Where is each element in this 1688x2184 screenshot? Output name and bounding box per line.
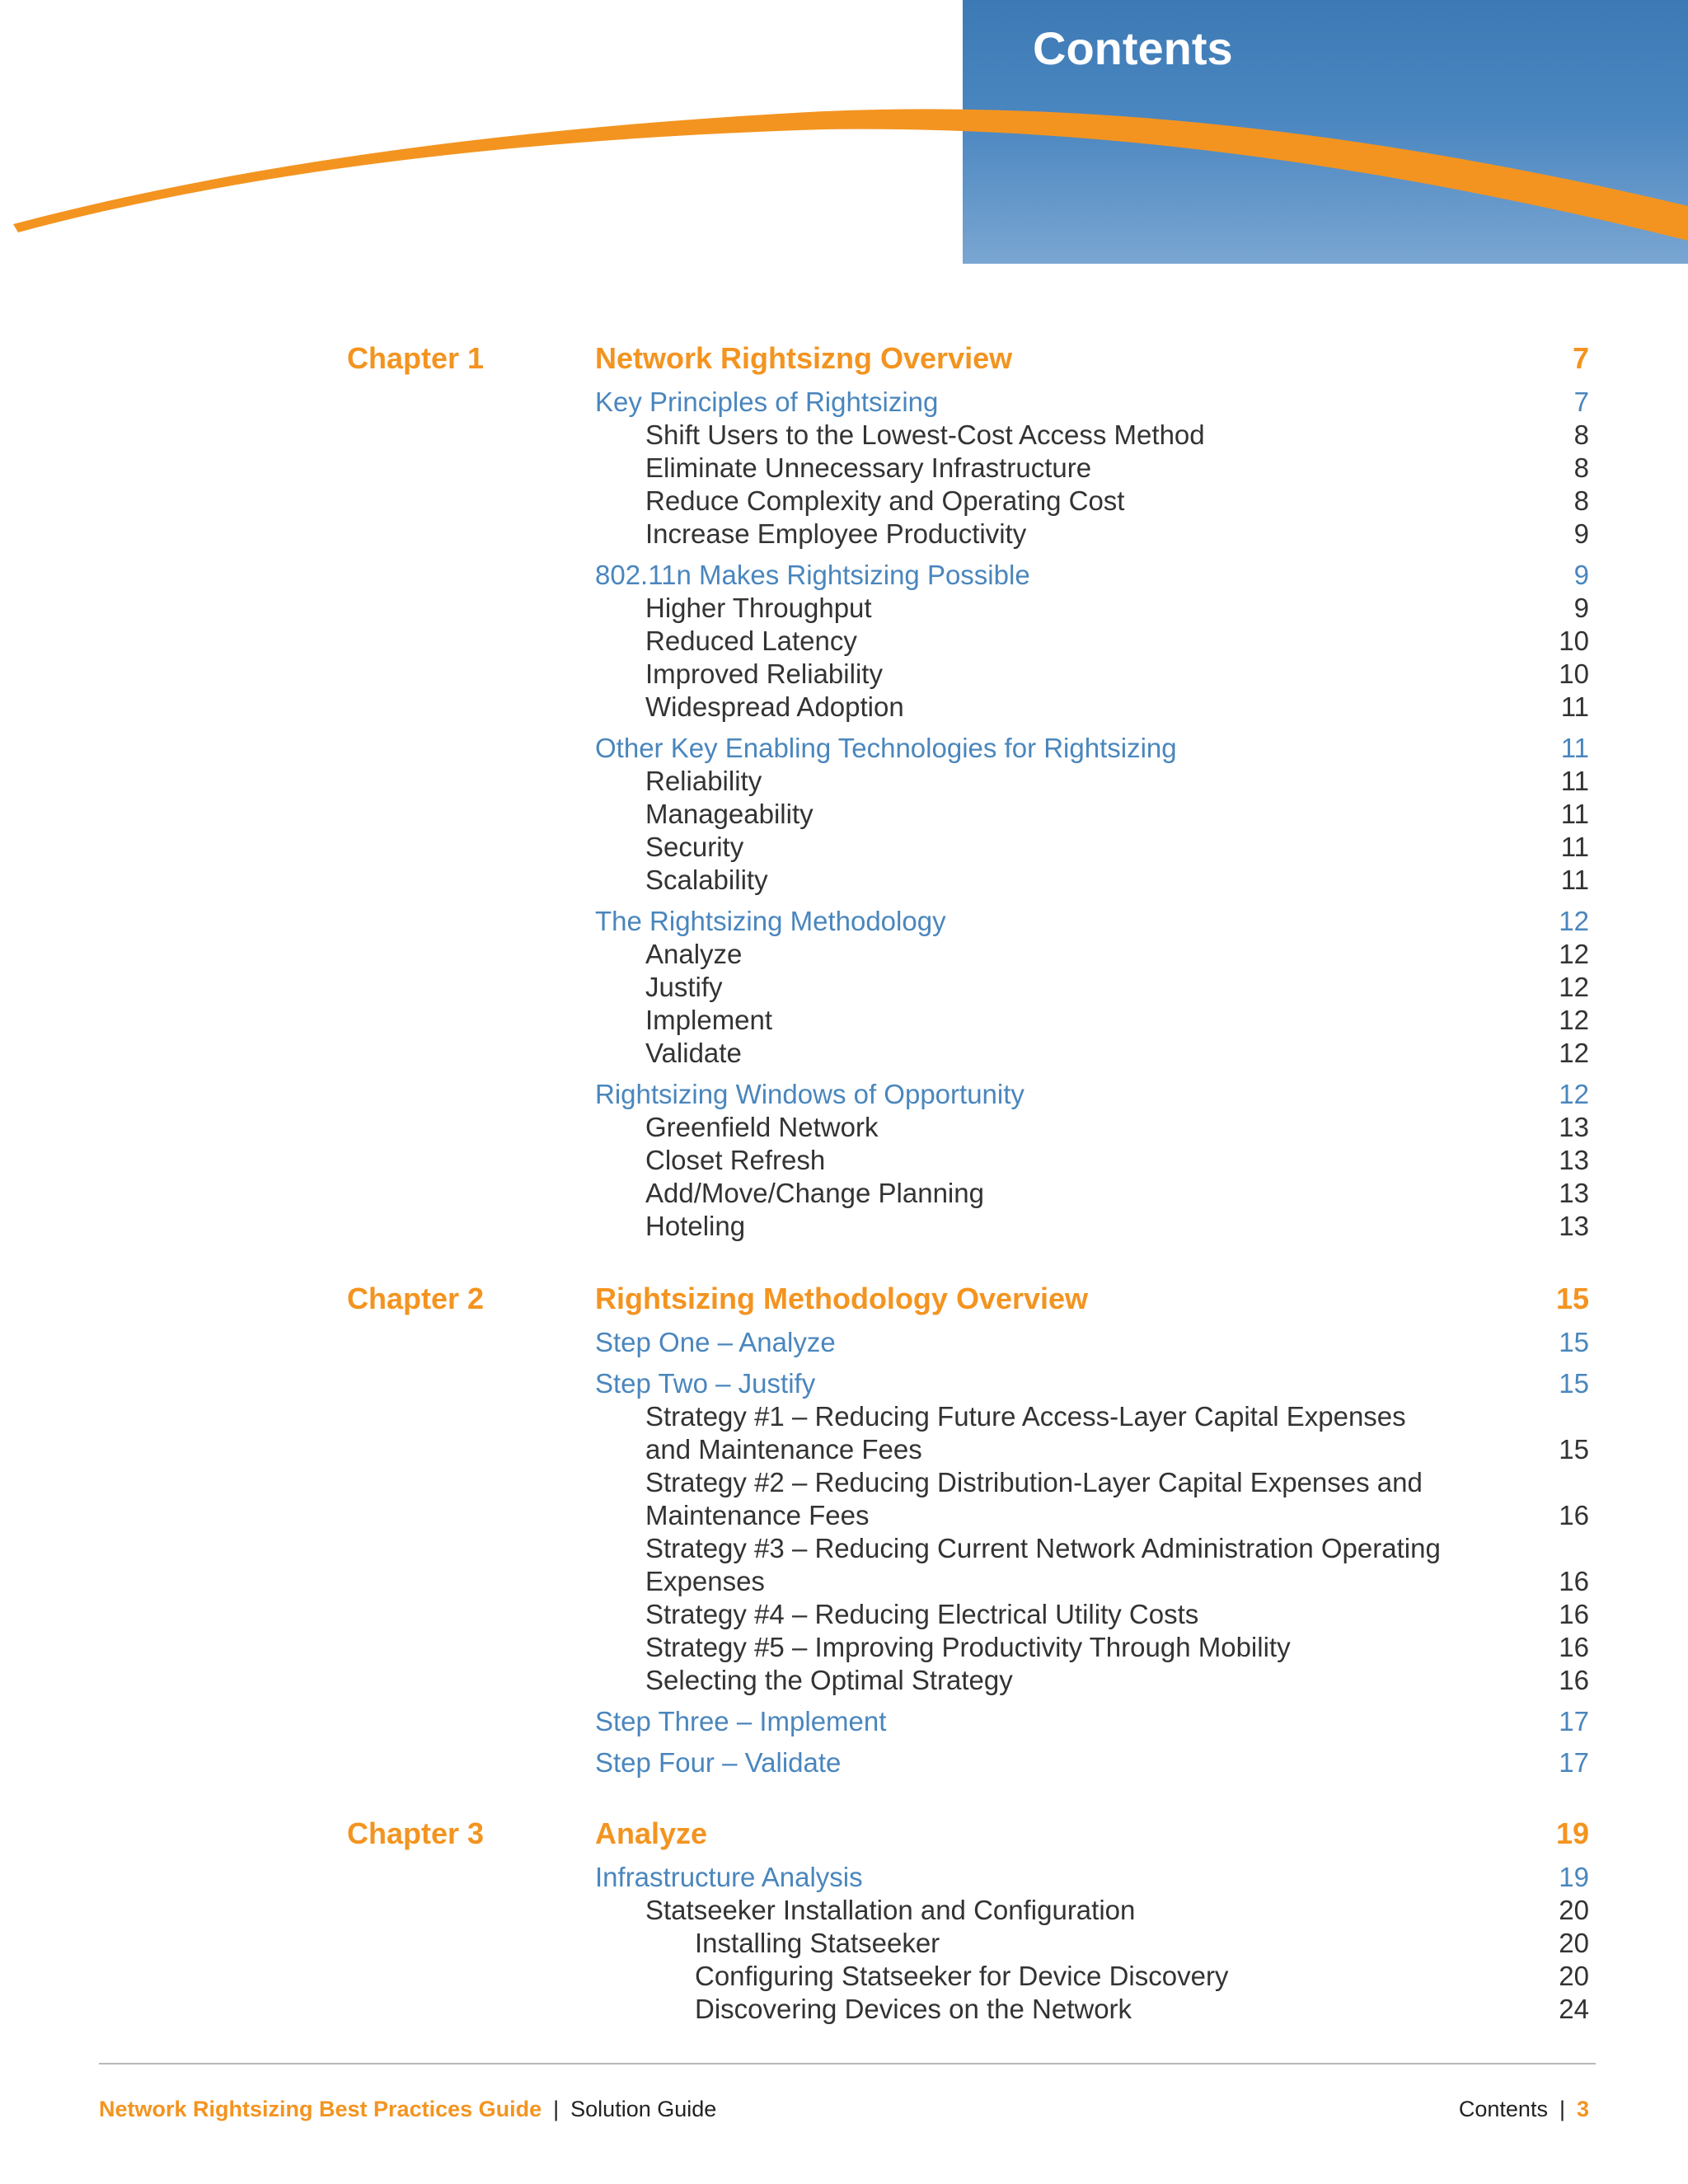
- footer-divider: [99, 2063, 1596, 2064]
- section-page-number: 15: [1559, 1327, 1589, 1357]
- subsection-title-continued: Maintenance Fees: [645, 1500, 870, 1530]
- subsection-title: Reliability: [645, 766, 762, 796]
- section-page-number: 12: [1559, 906, 1589, 936]
- section-page-number: 19: [1559, 1862, 1589, 1892]
- subsection-title: Justify: [645, 972, 723, 1002]
- subsection-title: Statseeker Installation and Configuration: [645, 1895, 1136, 1925]
- section-title: Step Two – Justify: [595, 1368, 816, 1399]
- footer-separator: |: [1559, 2097, 1565, 2121]
- subsection-page-number: 8: [1573, 485, 1589, 516]
- subsection-page-number: 13: [1559, 1145, 1589, 1175]
- subsection-title: Manageability: [645, 799, 814, 829]
- subsection-page-number: 11: [1560, 691, 1589, 722]
- subsection-title: Hoteling: [645, 1211, 746, 1241]
- chapter-label: Chapter 3: [347, 1816, 485, 1850]
- subsubsection-title: Installing Statseeker: [695, 1928, 940, 1958]
- subsection-page-number: 9: [1573, 518, 1589, 549]
- chapter-page-number: 7: [1572, 341, 1589, 375]
- subsection-page-number: 20: [1559, 1895, 1589, 1925]
- subsection-title: Increase Employee Productivity: [645, 518, 1027, 549]
- section-page-number: 9: [1573, 560, 1589, 590]
- subsection-title: Closet Refresh: [645, 1145, 826, 1175]
- subsection-page-number: 16: [1559, 1599, 1589, 1629]
- subsection-page-number: 12: [1559, 1038, 1589, 1068]
- subsection-page-number: 8: [1573, 419, 1589, 450]
- footer-section: Contents: [1458, 2097, 1548, 2121]
- subsection-title: Strategy #2 – Reducing Distribution-Layer Capital Expenses and: [645, 1467, 1423, 1497]
- chapter-page-number: 19: [1555, 1816, 1589, 1850]
- footer-page-info: [1459, 2097, 1589, 2122]
- subsection-page-number: 11: [1560, 832, 1589, 862]
- section-page-number: 12: [1559, 1079, 1589, 1109]
- section-title: The Rightsizing Methodology: [595, 906, 946, 936]
- subsection-page-number: 16: [1559, 1665, 1589, 1695]
- section-page-number: 7: [1573, 387, 1589, 417]
- subsection-title: Validate: [645, 1038, 742, 1068]
- section-page-number: 11: [1560, 733, 1589, 763]
- footer-doc-type: Solution Guide: [570, 2097, 717, 2121]
- subsection-title: Add/Move/Change Planning: [645, 1178, 984, 1208]
- chapter-title: Rightsizing Methodology Overview: [595, 1282, 1089, 1315]
- chapter-label: Chapter 2: [347, 1282, 485, 1315]
- subsection-page-number: 8: [1573, 452, 1589, 483]
- subsection-title: Widespread Adoption: [645, 691, 904, 722]
- subsection-title: Selecting the Optimal Strategy: [645, 1665, 1013, 1695]
- subsection-page-number: 9: [1573, 593, 1589, 623]
- subsection-page-number: 10: [1559, 658, 1589, 689]
- section-title: Step One – Analyze: [595, 1327, 836, 1357]
- subsection-title: Strategy #5 – Improving Productivity Through Mobility: [645, 1632, 1291, 1662]
- subsubsection-page-number: 20: [1559, 1961, 1589, 1991]
- subsection-title: Strategy #4 – Reducing Electrical Utility Costs: [645, 1599, 1199, 1629]
- subsection-title: Shift Users to the Lowest-Cost Access Method: [645, 419, 1205, 450]
- subsection-page-number: 11: [1560, 799, 1589, 829]
- subsection-page-number: 13: [1559, 1178, 1589, 1208]
- subsection-title-continued: and Maintenance Fees: [645, 1434, 922, 1465]
- subsection-title: Security: [645, 832, 744, 862]
- subsection-page-number: 13: [1559, 1112, 1589, 1142]
- swoosh-path: [13, 109, 1688, 241]
- page-title: Contents: [1033, 22, 1233, 74]
- chapter-title: Network Rightsizng Overview: [595, 341, 1013, 375]
- subsection-page-number: 11: [1560, 766, 1589, 796]
- subsection-page-number: 13: [1559, 1211, 1589, 1241]
- subsubsection-page-number: 24: [1559, 1994, 1589, 2024]
- subsection-title: Higher Throughput: [645, 593, 872, 623]
- subsection-page-number: 10: [1559, 626, 1589, 656]
- chapter-label: Chapter 1: [347, 341, 485, 375]
- subsection-title: Implement: [645, 1005, 773, 1035]
- section-title: 802.11n Makes Rightsizing Possible: [595, 560, 1030, 590]
- footer-doc-title: Network Rightsizing Best Practices Guide: [99, 2097, 542, 2121]
- subsection-page-number: 16: [1559, 1500, 1589, 1530]
- subsection-title: Scalability: [645, 865, 768, 895]
- subsection-title: Analyze: [645, 939, 743, 969]
- subsection-page-number: 11: [1560, 865, 1589, 895]
- subsection-title: Improved Reliability: [645, 658, 883, 689]
- section-page-number: 15: [1559, 1368, 1589, 1399]
- subsection-title: Eliminate Unnecessary Infrastructure: [645, 452, 1092, 483]
- subsection-title-continued: Expenses: [645, 1566, 765, 1596]
- footer-separator: |: [553, 2097, 560, 2121]
- footer-document-info: [99, 2097, 716, 2122]
- section-page-number: 17: [1559, 1747, 1589, 1778]
- subsection-page-number: 12: [1559, 972, 1589, 1002]
- subsection-title: Reduce Complexity and Operating Cost: [645, 485, 1125, 516]
- subsubsection-title: Discovering Devices on the Network: [695, 1994, 1132, 2024]
- subsection-page-number: 12: [1559, 939, 1589, 969]
- section-title: Rightsizing Windows of Opportunity: [595, 1079, 1025, 1109]
- subsection-title: Strategy #3 – Reducing Current Network Administration Operating: [645, 1533, 1441, 1563]
- subsection-title: Greenfield Network: [645, 1112, 879, 1142]
- section-page-number: 17: [1559, 1706, 1589, 1736]
- subsubsection-title: Configuring Statseeker for Device Discovery: [695, 1961, 1229, 1991]
- subsection-page-number: 12: [1559, 1005, 1589, 1035]
- subsection-page-number: 16: [1559, 1632, 1589, 1662]
- subsection-title: Reduced Latency: [645, 626, 857, 656]
- section-title: Other Key Enabling Technologies for Rightsizing: [595, 733, 1177, 763]
- chapter-title: Analyze: [595, 1816, 708, 1850]
- subsection-title: Strategy #1 – Reducing Future Access-Layer Capital Expenses: [645, 1401, 1406, 1432]
- footer-page-number: 3: [1576, 2097, 1589, 2121]
- section-title: Step Three – Implement: [595, 1706, 887, 1736]
- chapter-page-number: 15: [1555, 1282, 1589, 1315]
- section-title: Infrastructure Analysis: [595, 1862, 863, 1892]
- section-title: Key Principles of Rightsizing: [595, 387, 939, 417]
- subsection-page-number: 15: [1559, 1434, 1589, 1465]
- orange-swoosh: [0, 0, 1688, 264]
- section-title: Step Four – Validate: [595, 1747, 842, 1778]
- subsubsection-page-number: 20: [1559, 1928, 1589, 1958]
- subsection-page-number: 16: [1559, 1566, 1589, 1596]
